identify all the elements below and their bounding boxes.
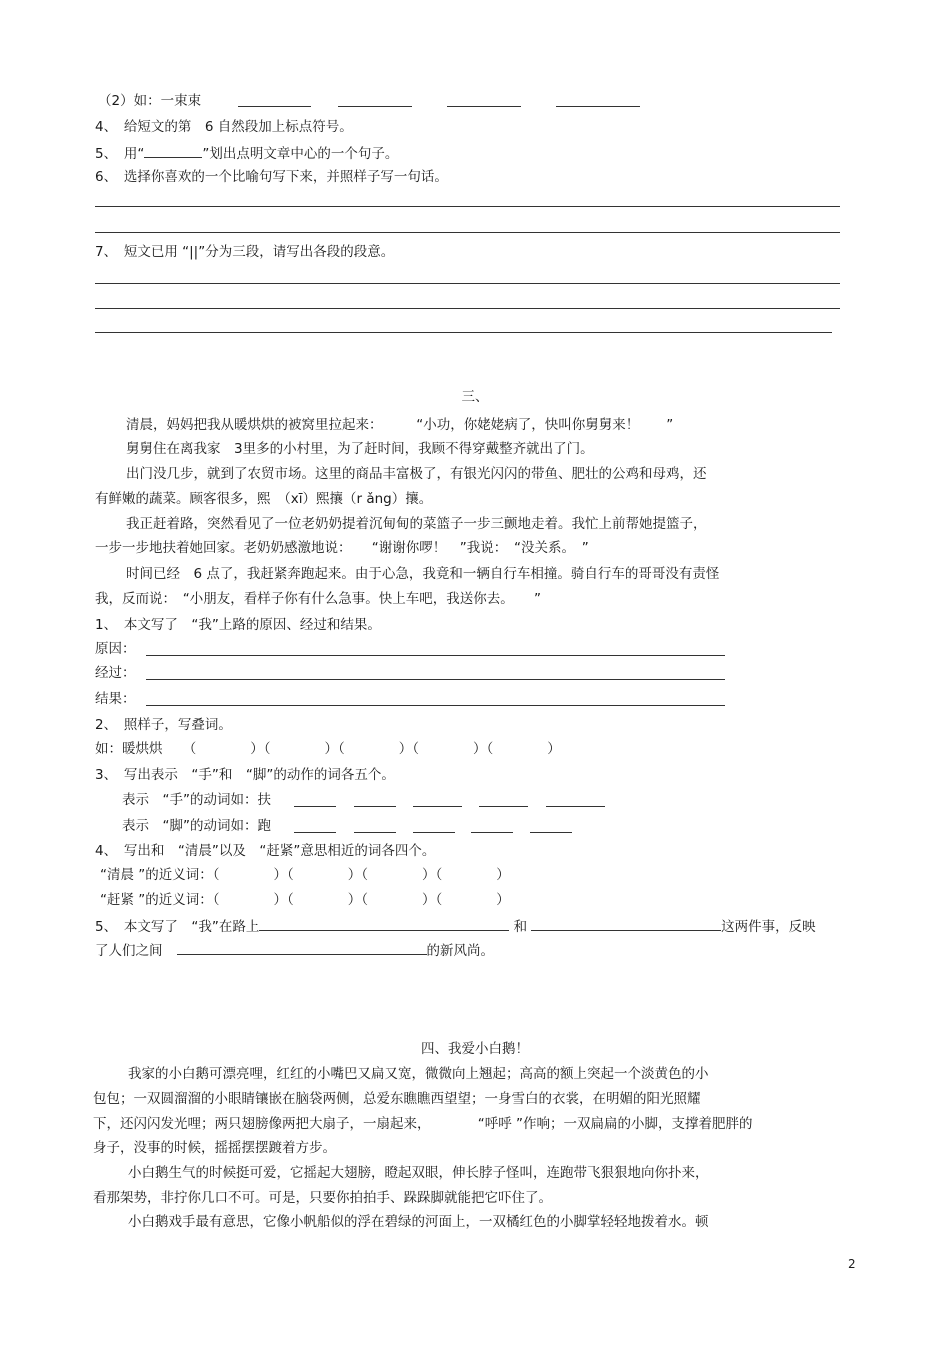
q5-text-b: 这两件事，反映 [721,919,816,935]
q3-hand-line [122,791,271,809]
passage-paragraph: 身子，没事的时候，摇摇摆摆踱着方步。 [93,1140,336,1156]
answer-line[interactable] [95,308,840,309]
answer-blank[interactable] [531,916,721,931]
section-three-heading: 三、 [461,389,489,405]
q2-example-line [98,92,201,110]
q3-hand-label: 表示 “手”的动词如：扶 [122,792,271,808]
answer-blank[interactable] [238,106,311,107]
answer-line[interactable] [146,679,725,680]
q5-text-c: 了人们之间 [95,943,163,959]
q2-example: 如：暖烘烘 （ ）（ ）（ ）（ ）（ ） [95,741,561,757]
q3-question: 3、 写出表示 “手”和 “脚”的动作的词各五个。 [95,767,395,783]
answer-line[interactable] [95,332,832,333]
passage-paragraph: 有鲜嫩的蔬菜。顾客很多，熙 （xī）熙攘（r ǎng）攘。 [95,491,433,507]
section-four-heading: 四、我爱小白鹅！ [421,1041,529,1057]
answer-line[interactable] [95,232,840,233]
q1-label-result: 结果： [95,691,136,707]
answer-blank[interactable] [447,106,521,107]
answer-blank[interactable] [354,806,396,807]
q5-prefix: 5、 用“ [95,146,145,162]
answer-blank[interactable] [294,806,336,807]
q5-line-1 [95,916,816,936]
q4-punctuation: 4、 给短文的第 6 自然段加上标点符号。 [95,119,353,135]
answer-blank[interactable] [530,832,572,833]
answer-blank[interactable] [177,940,427,955]
answer-line[interactable] [95,206,840,207]
passage-paragraph: 一步一步地扶着她回家。老奶奶感激地说： “谢谢你啰！ ”我说： “没关系。 ” [95,540,589,556]
passage-paragraph: 出门没几步，就到了农贸市场。这里的商品丰富极了，有银光闪闪的带鱼、肥壮的公鸡和母鸡，还 [126,466,707,482]
q4-synonyms-hurry: “赶紧 ”的近义词：（ ）（ ）（ ）（ ） [100,892,510,908]
q5-text-d: 的新风尚。 [426,943,494,959]
q2-example-text: （2）如：一束束 [98,93,202,109]
q5-and: 和 [513,919,528,935]
q7-paragraph-meaning: 7、 短文已用 “||”分为三段，请写出各段的段意。 [95,244,395,260]
answer-blank[interactable] [354,832,396,833]
q5-line-sample [144,143,202,158]
q3-foot-label: 表示 “脚”的动词如：跑 [122,818,271,834]
passage-paragraph: 我家的小白鹅可漂亮哩，红红的小嘴巴又扁又宽，微微向上翘起；高高的额上突起一个淡黄色的小 [128,1066,709,1082]
passage-paragraph: 包包；一双圆溜溜的小眼睛镶嵌在脑袋两侧，总爱东瞧瞧西望望；一身雪白的衣裳，在明媚的阳光照耀 [93,1091,701,1107]
q3-foot-line [122,817,271,835]
q4-question: 4、 写出和 “清晨”以及 “赶紧”意思相近的词各四个。 [95,843,436,859]
answer-blank[interactable] [413,806,462,807]
answer-blank[interactable] [556,106,640,107]
q5-text-a: 5、 本文写了 “我”在路上 [95,919,260,935]
answer-blank[interactable] [338,106,412,107]
passage-paragraph: 时间已经 6 点了，我赶紧奔跑起来。由于心急，我竟和一辆自行车相撞。骑自行车的哥哥没有责怪 [126,566,720,582]
answer-blank[interactable] [413,832,455,833]
passage-paragraph: 我正赶着路，突然看见了一位老奶奶提着沉甸甸的菜篮子一步三颤地走着。我忙上前帮她提篮子， [126,516,707,532]
passage-paragraph: 看那架势，非拧你几口不可。可是，只要你拍拍手、跺跺脚就能把它吓住了。 [93,1190,552,1206]
q2-question: 2、 照样子，写叠词。 [95,717,232,733]
q5-center-sentence [95,143,398,163]
q1-label-cause: 原因： [95,641,136,657]
answer-line[interactable] [146,655,725,656]
passage-paragraph: 小白鹅生气的时候挺可爱，它摇起大翅膀，瞪起双眼，伸长脖子怪叫，连跑带飞狠狠地向你扑来， [128,1165,709,1181]
q6-simile: 6、 选择你喜欢的一个比喻句写下来，并照样子写一句话。 [95,169,448,185]
q4-synonyms-morning: “清晨 ”的近义词：（ ）（ ）（ ）（ ） [100,867,510,883]
q1-label-process: 经过： [95,665,136,681]
q5-suffix: ”划出点明文章中心的一个句子。 [202,146,399,162]
page-number: 2 [848,1257,856,1271]
answer-line[interactable] [146,705,725,706]
passage-paragraph: 舅舅住在离我家 3里多的小村里，为了赶时间，我顾不得穿戴整齐就出了门。 [126,441,594,457]
passage-paragraph: 下，还闪闪发光哩；两只翅膀像两把大扇子，一扇起来， “呼呼 ”作响；一双扁扁的小脚，支撑着肥胖的 [93,1116,753,1132]
passage-paragraph: 小白鹅戏手最有意思，它像小帆船似的浮在碧绿的河面上，一双橘红色的小脚掌轻轻地拨着水。顿 [128,1214,709,1230]
answer-blank[interactable] [546,806,605,807]
answer-line[interactable] [95,283,840,284]
answer-blank[interactable] [479,806,528,807]
answer-blank[interactable] [471,832,513,833]
answer-blank[interactable] [294,832,336,833]
answer-blank[interactable] [259,916,509,931]
q5-line-2 [95,940,494,960]
passage-paragraph: 我，反而说： “小朋友，看样子你有什么急事。快上车吧，我送你去。 ” [95,591,541,607]
passage-paragraph: 清晨，妈妈把我从暖烘烘的被窝里拉起来： “小功，你姥姥病了，快叫你舅舅来！ ” [126,417,674,433]
q1-question: 1、 本文写了 “我”上路的原因、经过和结果。 [95,617,381,633]
